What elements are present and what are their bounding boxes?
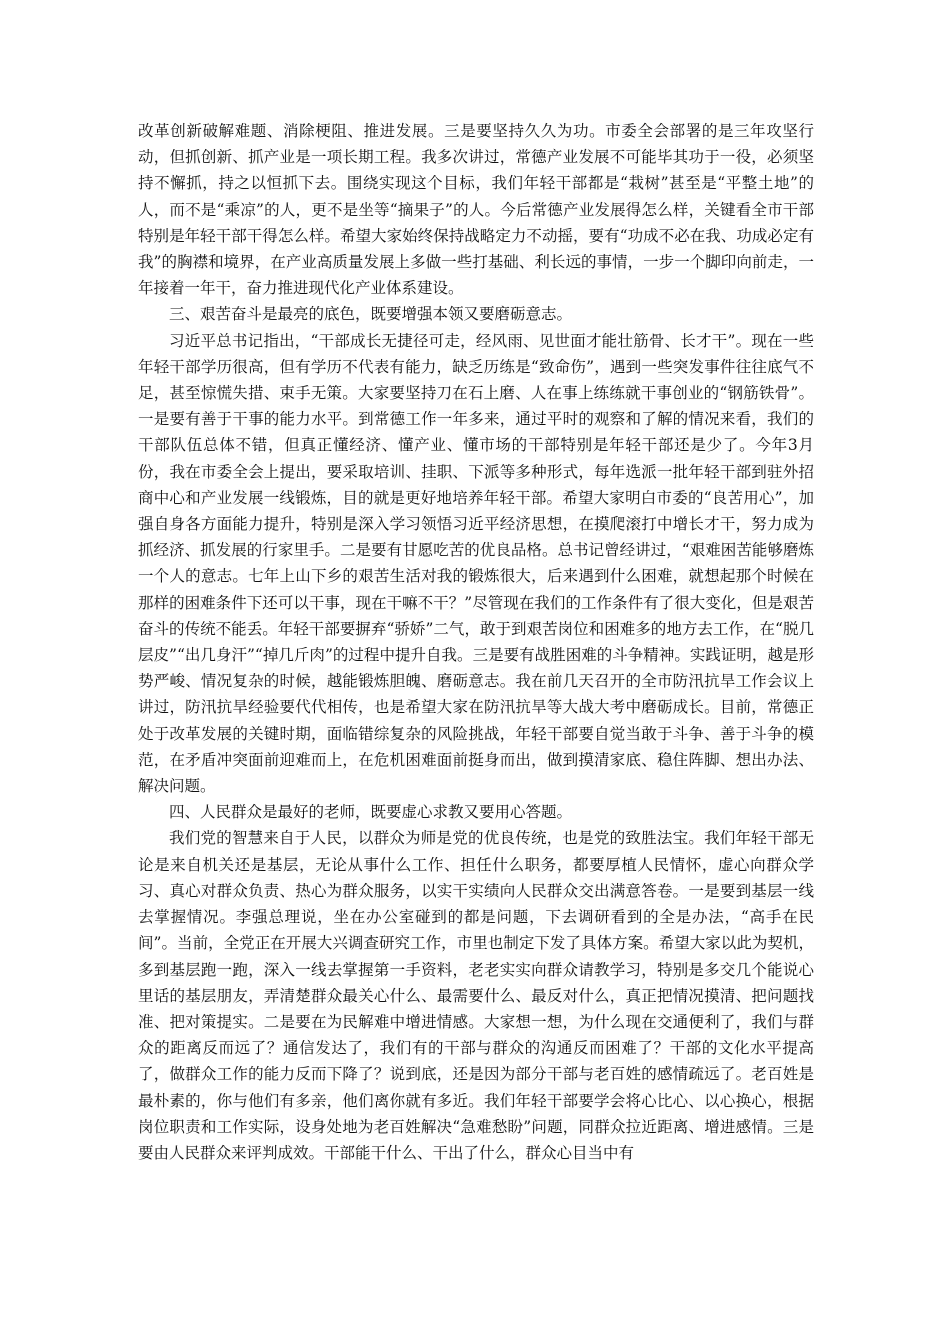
- section-heading-3: 三、艰苦奋斗是最亮的底色，既要增强本领又要磨砺意志。: [169, 305, 573, 324]
- section-heading-4: 四、人民群众是最好的老师，既要虚心求教又要用心答题。: [169, 803, 573, 822]
- document-page: [138, 118, 814, 1166]
- paragraph-body: 习近平总书记指出，“干部成长无捷径可走，经风雨、见世面才能壮筋骨、长才干”。现在一些年轻干部学历很高，但有学历不代表有能力，缺乏历练是“致命伤”，遇到一些突发事件往往底气不足，甚至惊慌失措、束手无策。大家要坚持刀在石上磨、人在事上练练就干事创业的“钢筋铁骨”。一是要有善于干事的能力水平。到常德工作一年多来，通过平时的观察和了解的情况来看，我们的干部队伍总体不错，但真正懂经济、懂产业、懂市场的干部特别是年轻干部还是少了。今年3月份，我在市委全会上提出，要采取培训、挂职、下派等多种形式，每年选派一批年轻干部到驻外招商中心和产业发展一线锻炼，目的就是更好地培养年轻干部。希望大家明白市委的“良苦用心”，加强自身各方面能力提升，特别是深入学习领悟习近平经济思想，在摸爬滚打中增长才干，努力成为抓经济、抓发展的行家里手。二是要有甘愿吃苦的优良品格。总书记曾经讲过，“艰难困苦能够磨炼一个人的意志。七年上山下乡的艰苦生活对我的锻炼很大，后来遇到什么困难，就想起那个时候在那样的困难条件下还可以干事，现在干嘛不干？”尽管现在我们的工作条件有了很大变化，但是艰苦奋斗的传统不能丢。年轻干部要摒弃“骄娇”二气，敢于到艰苦岗位和困难多的地方去工作，在“脱几层皮”“出几身汗”“掉几斤肉”的过程中提升自我。三是要有战胜困难的斗争精神。实践证明，越是形势严峻、情况复杂的时候，越能锻炼胆魄、磨砺意志。我在前几天召开的全市防汛抗旱工作会议上讲过，防汛抗旱经验要代代相传，也是希望大家在防汛抗旱等大战大考中磨砺成长。目前，常德正处于改革发展的关键时期，面临错综复杂的风险挑战，年轻干部要自觉当敢于斗争、善于斗争的模范，在矛盾冲突面前迎难而上，在危机困难面前挺身而出，做到摸清家底、稳住阵脚、想出办法、解决问题。: [138, 331, 814, 796]
- paragraph-body: 我们党的智慧来自于人民，以群众为师是党的优良传统，也是党的致胜法宝。我们年轻干部无论是来自机关还是基层，无论从事什么工作、担任什么职务，都要厚植人民情怀，虚心向群众学习、真心对群众负责、热心为群众服务，以实干实绩向人民群众交出满意答卷。一是要到基层一线去掌握情况。李强总理说，坐在办公室碰到的都是问题，下去调研看到的全是办法，“高手在民间”。当前，全党正在开展大兴调查研究工作，市里也制定下发了具体方案。希望大家以此为契机，多到基层跑一跑，深入一线去掌握第一手资料，老老实实向群众请教学习，特别是多交几个能说心里话的基层朋友，弄清楚群众最关心什么、最需要什么、最反对什么，真正把情况摸清、把问题找准、把对策提实。二是要在为民解难中增进情感。大家想一想，为什么现在交通便利了，我们与群众的距离反而远了？通信发达了，我们有的干部与群众的沟通反而困难了？干部的文化水平提高了，做群众工作的能力反而下降了？说到底，还是因为部分干部与老百姓的感情疏远了。老百姓是最朴素的，你与他们有多亲，他们离你就有多近。我们年轻干部要学会将心比心、以心换心，根据岗位职责和工作实际，设身处地为老百姓解决“急难愁盼”问题，同群众拉近距离、增进感情。三是要由人民群众来评判成效。干部能干什么、干出了什么，群众心目当中有: [138, 829, 814, 1162]
- paragraph-continued: 改革创新破解难题、消除梗阻、推进发展。三是要坚持久久为功。市委全会部署的是三年攻坚行动，但抓创新、抓产业是一项长期工程。我多次讲过，常德产业发展不可能毕其功于一役，必须坚持不懈抓，持之以恒抓下去。围绕实现这个目标，我们年轻干部都是“栽树”甚至是“平整土地”的人，而不是“乘凉”的人，更不是坐等“摘果子”的人。今后常德产业发展得怎么样，关键看全市干部特别是年轻干部干得怎么样。希望大家始终保持战略定力不动摇，要有“功成不必在我、功成必定有我”的胸襟和境界，在产业高质量发展上多做一些打基础、利长远的事情，一步一个脚印向前走，一年接着一年干，奋力推进现代化产业体系建设。: [138, 122, 814, 298]
